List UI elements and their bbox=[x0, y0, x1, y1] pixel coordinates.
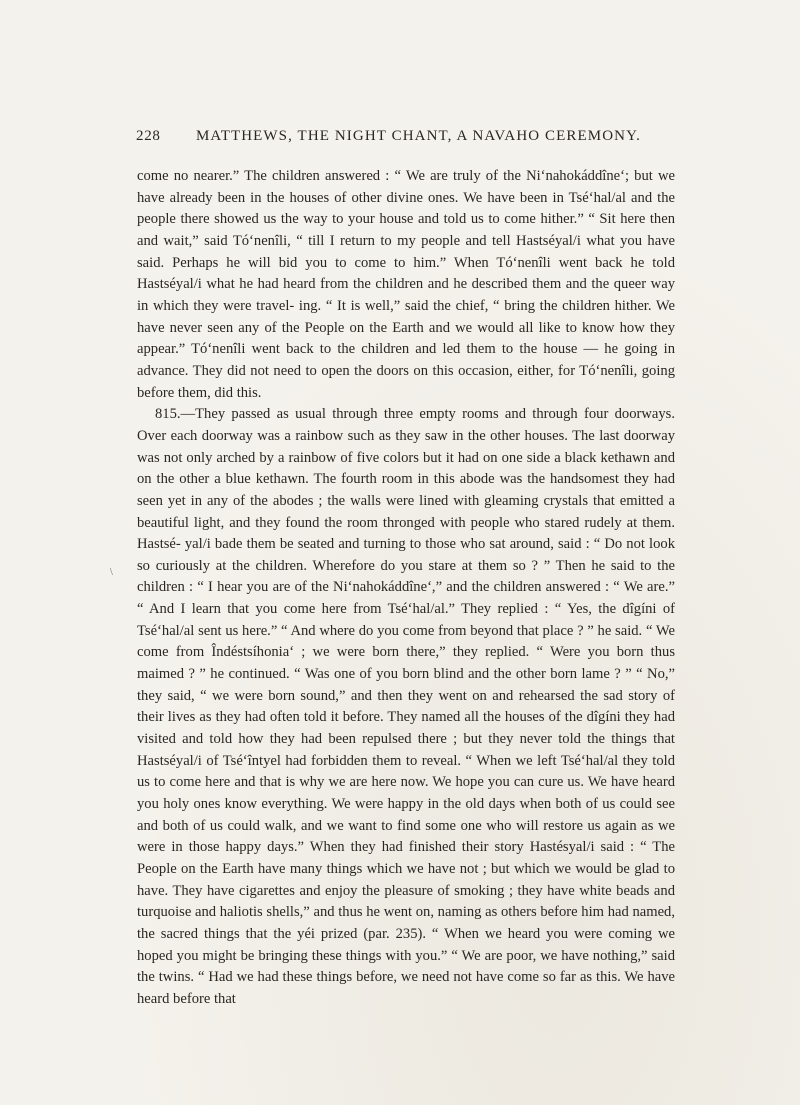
body-text bbox=[137, 166, 675, 1011]
page-header bbox=[136, 128, 676, 150]
running-title: MATTHEWS, THE NIGHT CHANT, A NAVAHO CEREMONY. bbox=[196, 128, 641, 144]
paragraph-continuation: come no nearer.” The children answered : “ We are truly of the Ni‘nahokáddîne‘; but we have already been in the houses of other divine ones. We have been in Tsé‘hal/al and the people there showed us the way to your house and told us to come hither.” “ Sit here then and wait,” said Tó‘nenîli, “ till I return to my people and tell Hastséyal/i what you have said. Perhaps he will bid you to come to him.” When Tó‘nenîli went back he told Hastséyal/i what he had heard from the children and he described them and the queer way in which they were travel- ing. “ It is well,” said the chief, “ bring the children hither. We have never seen any of the People on the Earth and we would all like to know how they appear.” Tó‘nenîli went back to the children and led them to the house — he going in advance. They did not need to open the doors on this occasion, either, for Tó‘nenîli, going before them, did this. bbox=[137, 168, 675, 401]
paragraph-815: 815.—They passed as usual through three empty rooms and through four doorways. Over each doorway was a rainbow such as they saw in the other houses. The last doorway was not only arched by a rainbow of five colors but it had on one side a black kethawn and on the other a blue kethawn. The fourth room in this abode was the handsomest they had seen yet in any of the abodes ; the walls were lined with gleaming crystals that emitted a beautiful light, and they found the room thronged with people who stared rudely at them. Hastsé- yal/i bade them be seated and turning to those who sat around, said : “ Do not look so curiously at the children. Wherefore do you stare at them so ? ” Then he said to the children : “ I hear you are of the Ni‘nahokáddîne‘,” and the children answered : “ We are.” “ And I learn that you come here from Tsé‘hal/al.” They replied : “ Yes, the dîgíni of Tsé‘hal/al sent us here.” “ And where do you come from beyond that place ? ” he said. “ We come from Îndéstsíhonia‘ ; we were born there,” they replied. “ Were you born thus maimed ? ” he continued. “ Was one of you born blind and the other born lame ? ” “ No,” they said, “ we were born sound,” and then they went on and rehearsed the sad story of their lives as they had often told it before. They named all the houses of the dîgíni they had visited and told how they had been repulsed there ; but they never told the things that Hastséyal/i of Tsé‘întyel had forbidden them to reveal. “ When we left Tsé‘hal/al they told us to come here and that is why we are here now. We hope you can cure us. We have heard you holy ones know everything. We were happy in the old days when both of us could see and both of us could walk, and we want to find some one who will restore us again as we were in those happy days.” When they had finished their story Hastésyal/i said : “ The People on the Earth have many things which we have not ; but which we would be glad to have. They have cigarettes and enjoy the pleasure of smoking ; they have white beads and turquoise and haliotis shells,” and thus he went on, naming as others before him had named, the sacred things that the yéi prized (par. 235). “ When we heard you were coming we hoped you might be bringing these things with you.” “ We are poor, we have nothing,” said the twins. “ Had we had these things before, we need not have come so far as this. We have heard before that bbox=[137, 406, 675, 1007]
margin-mark: \ bbox=[110, 567, 113, 578]
page-number: 228 bbox=[136, 128, 161, 144]
